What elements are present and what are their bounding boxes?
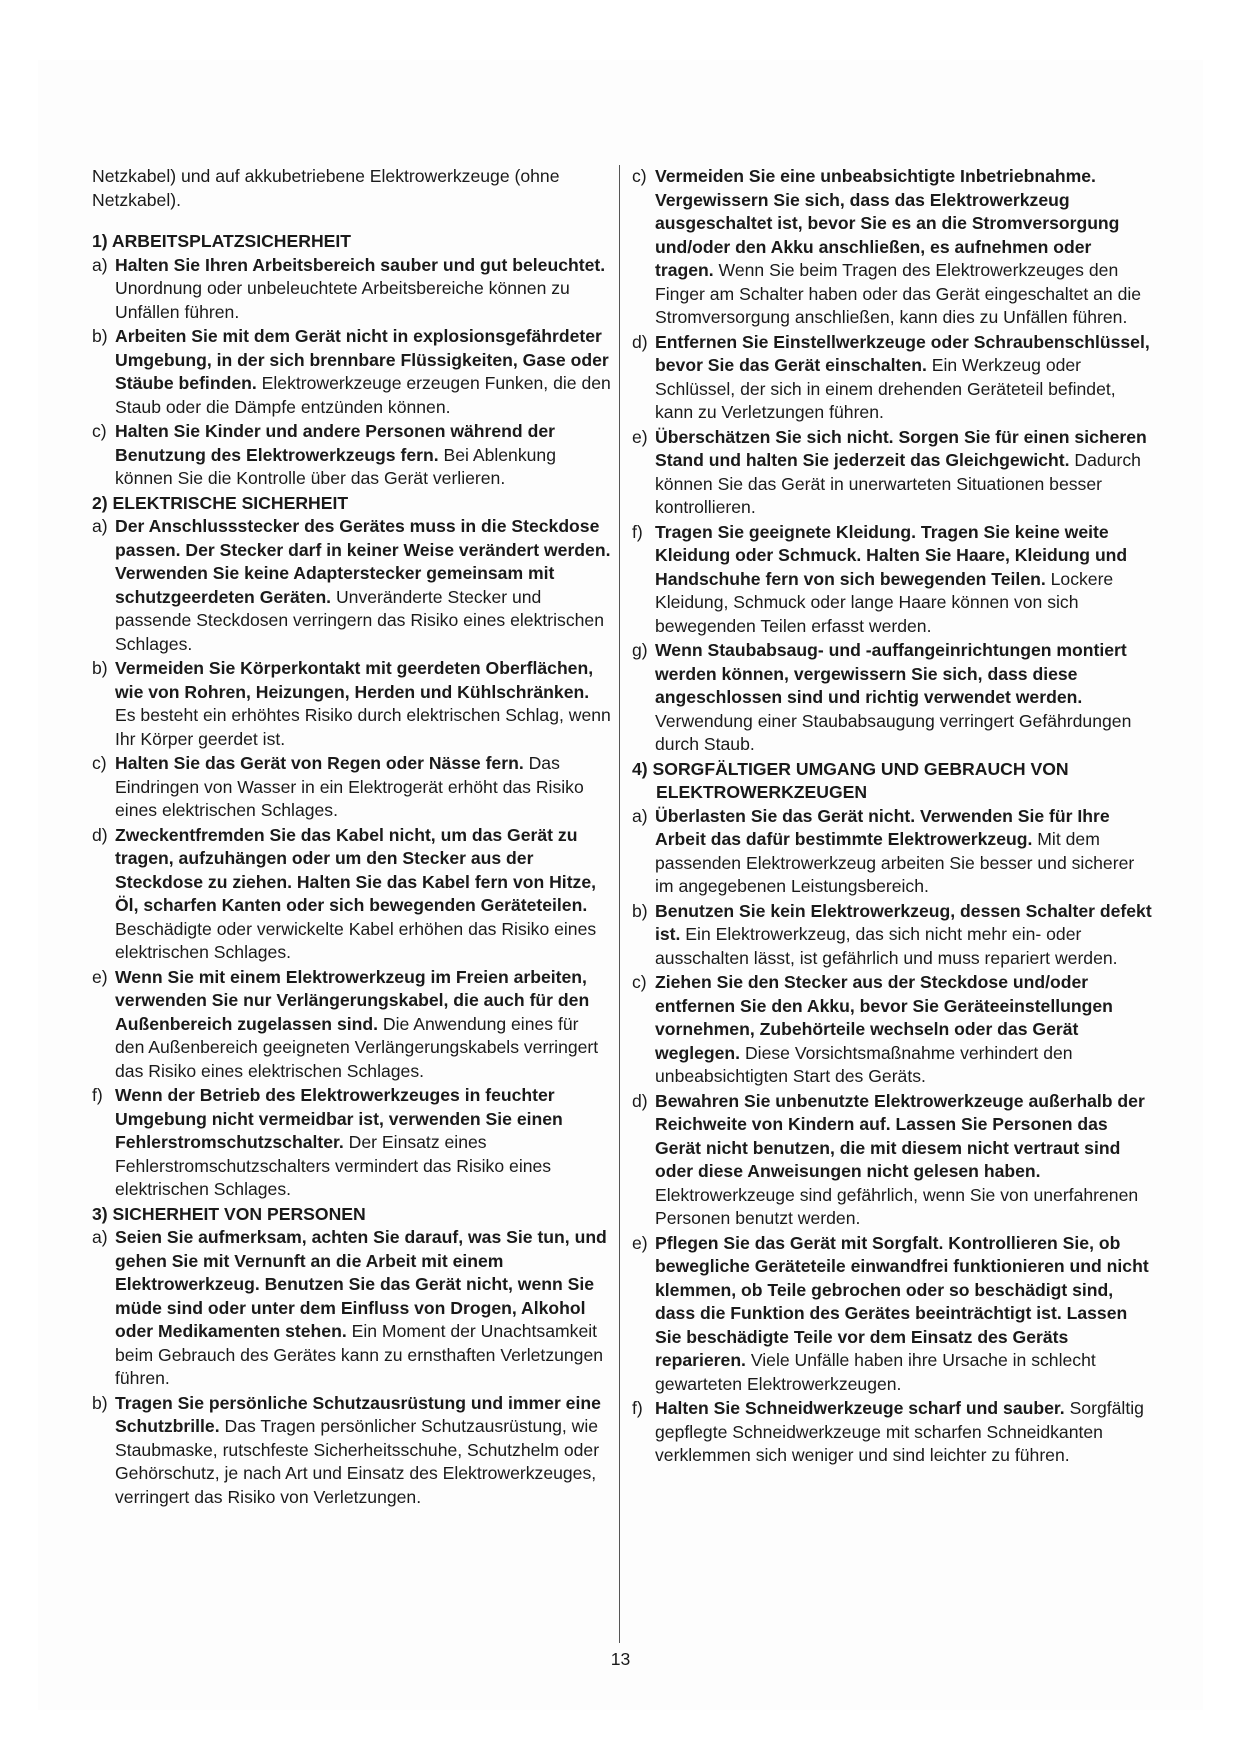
list-item: c) Halten Sie Kinder und andere Personen während der Benutzung des Elektrowerkzeugs fern. Bei Ablenkung können Sie die Kontrolle über das Gerät verlieren. xyxy=(92,421,556,488)
list-item: f) Halten Sie Schneidwerkzeuge scharf und sauber. Sorgfältig gepflegte Schneidwerkzeuge mit scharfen Schneidkanten verklemmen sich weniger und sind leichter zu führen. xyxy=(632,1398,1144,1465)
list-item: c) Halten Sie das Gerät von Regen oder Nässe fern. Das Eindringen von Wasser in ein Elektrogerät erhöht das Risiko eines elektrischen Schlages. xyxy=(92,753,584,820)
intro-paragraph: Netzkabel) und auf akkubetriebene Elektrowerkzeuge (ohne Netzkabel). xyxy=(92,166,560,210)
list-item: b) Vermeiden Sie Körperkontakt mit geerdeten Oberflächen, wie von Rohren, Heizungen, Herden und Kühlschränken. Es besteht ein erhöhtes Risiko durch elektrischen Schlag, wenn Ihr Körper geerdet ist. xyxy=(92,658,611,749)
list-item: b) Benutzen Sie kein Elektrowerkzeug, dessen Schalter defekt ist. Ein Elektrowerkzeug, das sich nicht mehr ein- oder ausschalten lässt, ist gefährlich und muss repariert werden. xyxy=(632,900,1152,968)
list-item: c) Ziehen Sie den Stecker aus der Steckdose und/oder entfernen Sie den Akku, bevor Sie Geräteeinstellungen vornehmen, Zubehörteile wechseln oder das Gerät weglegen. Diese Vorsichtsmaßnahme verhindert den unbeabsichtigten Start des Geräts. xyxy=(632,972,1113,1086)
list-item: d) Entfernen Sie Einstellwerkzeuge oder Schraubenschlüssel, bevor Sie das Gerät einschalten. Ein Werkzeug oder Schlüssel, der sich in einem drehenden Geräteteil befindet, kann zu Verletzungen führen. xyxy=(632,331,1150,422)
list-item: c) Vermeiden Sie eine unbeabsichtigte Inbetriebnahme. Vergewissern Sie sich, dass das Elektrowerkzeug ausgeschaltet ist, bevor Sie es an die Stromversorgung und/oder den Akku anschließen, es aufnehmen oder tragen. Wenn Sie beim Tragen des Elektrowerkzeuges den Finger am Schalter haben oder das Gerät eingeschaltet an die Stromversorgung anschließen, kann dies zu Unfällen führen. xyxy=(632,166,1142,327)
page-number: 13 xyxy=(610,1649,631,1669)
right-column xyxy=(632,165,1154,1469)
list-item: a) Überlasten Sie das Gerät nicht. Verwenden Sie für Ihre Arbeit das dafür bestimmte Elektrowerkzeug. Mit dem passenden Elektrowerkzeug arbeiten Sie besser und sicherer im angegebenen Leistungsbereich. xyxy=(632,805,1135,896)
list-item: g) Wenn Staubabsaug- und -auffangeinrichtungen montiert werden können, vergewissern Sie sich, dass diese angeschlossen sind und richtig verwendet werden. Verwendung einer Staubabsaugung verringert Gefährdungen durch Staub. xyxy=(632,640,1132,754)
list-item: d) Bewahren Sie unbenutzte Elektrowerkzeuge außerhalb der Reichweite von Kindern auf. Lassen Sie Personen das Gerät nicht benutzen, die mit diesem nicht vertraut sind oder diese Anweisungen nicht gelesen haben. Elektrowerkzeuge sind gefährlich, wenn Sie von unerfahrenen Personen benutzt werden. xyxy=(632,1090,1145,1228)
list-item: d) Zweckentfremden Sie das Kabel nicht, um das Gerät zu tragen, aufzuhängen oder um den Stecker aus der Steckdose zu ziehen. Halten Sie das Kabel fern von Hitze, Öl, scharfen Kanten oder sich bewegenden Geräteteilen. Beschädigte oder verwickelte Kabel erhöhen das Risiko eines elektrischen Schlages. xyxy=(92,824,597,962)
list-item: a) Halten Sie Ihren Arbeitsbereich sauber und gut beleuchtet. Unordnung oder unbeleuchtete Arbeitsbereiche können zu Unfällen führen. xyxy=(92,254,606,322)
list-item: a) Der Anschlussstecker des Gerätes muss in die Steckdose passen. Der Stecker darf in keiner Weise verändert werden. Verwenden Sie keine Adapterstecker gemeinsam mit schutzgeerdeten Geräten. Unveränderte Stecker und passende Steckdosen verringern das Risiko eines elektrischen Schlages. xyxy=(92,516,611,654)
list-item: f) Wenn der Betrieb des Elektrowerkzeuges in feuchter Umgebung nicht vermeidbar ist, verwenden Sie einen Fehlerstromschutzschalter. Der Einsatz eines Fehlerstromschutzschalters vermindert das Risiko eines elektrischen Schlages. xyxy=(92,1085,563,1199)
section-heading-3: 3) SICHERHEIT VON PERSONEN xyxy=(92,1203,366,1224)
list-item: e) Wenn Sie mit einem Elektrowerkzeug im Freien arbeiten, verwenden Sie nur Verlängerungskabel, die auch für den Außenbereich zugelassen sind. Die Anwendung eines für den Außenbereich geeigneten Verlängerungskabels verringert das Risiko eines elektrischen Schlages. xyxy=(92,966,599,1081)
list-item: e) Pflegen Sie das Gerät mit Sorgfalt. Kontrollieren Sie, ob bewegliche Geräteteile einwandfrei funktionieren und nicht klemmen, ob Teile gebrochen oder so beschädigt sind, dass die Funktion des Gerätes beeinträchtigt ist. Lassen Sie beschädigte Teile vor dem Einsatz des Geräts reparieren. Viele Unfälle haben ihre Ursache in schlecht gewarteten Elektrowerkzeugen. xyxy=(632,1232,1149,1394)
section-heading-2: 2) ELEKTRISCHE SICHERHEIT xyxy=(92,492,349,513)
left-column xyxy=(92,165,612,1510)
section-heading-4: 4) SORGFÄLTIGER UMGANG UND GEBRAUCH VON ELEKTROWERKZEUGEN xyxy=(632,758,1069,802)
section-heading-1: 1) ARBEITSPLATZSICHERHEIT xyxy=(92,231,352,251)
list-item: e) Überschätzen Sie sich nicht. Sorgen Sie für einen sicheren Stand und halten Sie jederzeit das Gleichgewicht. Dadurch können Sie das Gerät in unerwarteten Situationen besser kontrollieren. xyxy=(632,426,1147,517)
list-item: f) Tragen Sie geeignete Kleidung. Tragen Sie keine weite Kleidung oder Schmuck. Halten Sie Haare, Kleidung und Handschuhe fern von sich bewegenden Teilen. Lockere Kleidung, Schmuck oder lange Haare können von sich bewegenden Teilen erfasst werden. xyxy=(632,521,1128,636)
list-item: a) Seien Sie aufmerksam, achten Sie darauf, was Sie tun, und gehen Sie mit Vernunft an die Arbeit mit einem Elektrowerkzeug. Benutzen Sie das Gerät nicht, wenn Sie müde sind oder unter dem Einfluss von Drogen, Alkohol oder Medikamenten stehen. Ein Moment der Unachtsamkeit beim Gebrauch des Gerätes kann zu ernsthaften Verletzungen führen. xyxy=(92,1227,607,1388)
list-item: b) Tragen Sie persönliche Schutzausrüstung und immer eine Schutzbrille. Das Tragen persönlicher Schutzausrüstung, wie Staubmaske, rutschfeste Sicherheitsschuhe, Schutzhelm oder Gehörschutz, je nach Art und Einsatz des Elektrowerkzeuges, verringert das Risiko von Verletzungen. xyxy=(92,1392,601,1507)
list-item: b) Arbeiten Sie mit dem Gerät nicht in explosionsgefährdeter Umgebung, in der sich brennbare Flüssigkeiten, Gase oder Stäube befinden. Elektrowerkzeuge erzeugen Funken, die den Staub oder die Dämpfe entzünden können. xyxy=(92,326,611,417)
column-divider xyxy=(619,165,620,1643)
